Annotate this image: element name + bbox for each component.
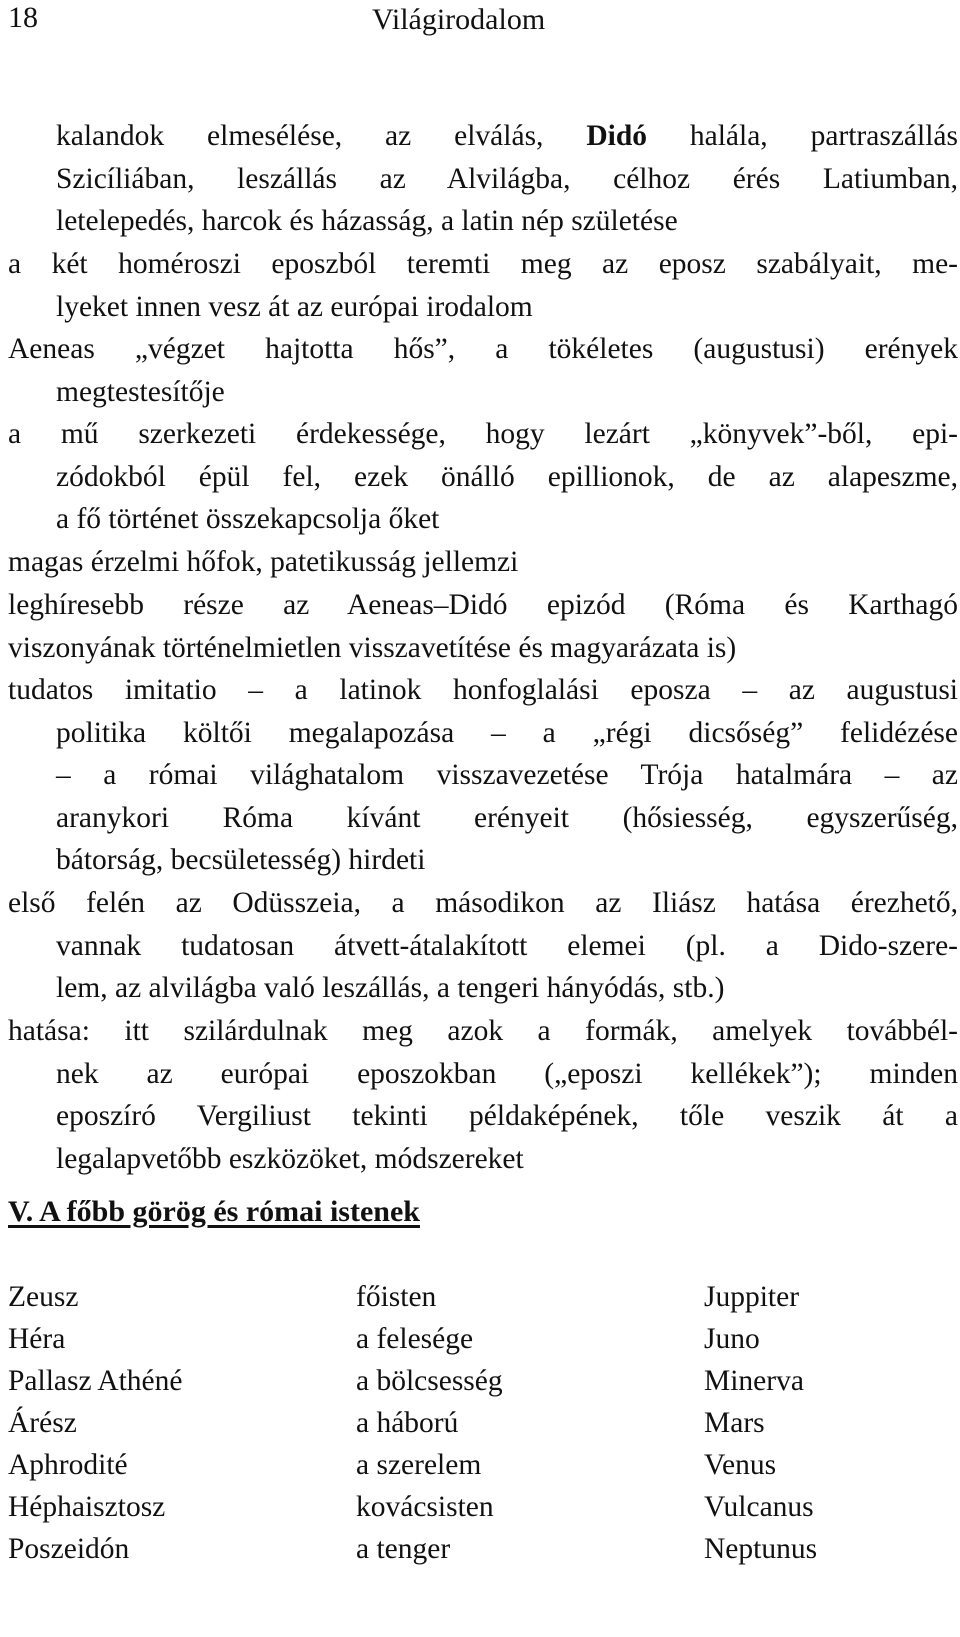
paragraph-line: lyeket innen vesz át az európai irodalom xyxy=(56,290,533,323)
god-domain: kovácsisten xyxy=(356,1491,494,1523)
line-text: halála, partraszállás xyxy=(646,120,958,152)
paragraph-line: letelepedés, harcok és házasság, a latin nép születése xyxy=(56,205,678,238)
paragraph-line: eposzíró Vergiliust tekinti példaképének, tőle veszik át a xyxy=(56,1100,958,1133)
roman-god-name: Venus xyxy=(704,1449,777,1481)
paragraph-line: bátorság, becsületesség) hirdeti xyxy=(56,844,426,877)
god-domain: a tenger xyxy=(356,1533,451,1565)
paragraph-line: tudatos imitatio – a latinok honfoglalási eposza – az augustusi xyxy=(8,674,958,706)
greek-god-name: Zeusz xyxy=(8,1281,79,1313)
section-heading: V. A főbb görög és római istenek xyxy=(8,1195,420,1228)
paragraph-line: hatása: itt szilárdulnak meg azok a formák, amelyek továbbél- xyxy=(8,1015,958,1047)
roman-god-name: Vulcanus xyxy=(704,1491,814,1523)
god-domain: főisten xyxy=(356,1281,437,1313)
paragraph-imitatio xyxy=(8,669,958,882)
paragraph-line: Szicíliában, leszállás az Alvilágba, célhoz érés Latiumban, xyxy=(56,162,958,195)
table-row xyxy=(8,1528,958,1570)
paragraph-line: politika költői megalapozása – a „régi dicsőség” felidézése xyxy=(56,716,958,749)
paragraph-line: Aeneas „végzet hajtotta hős”, a tökéletes (augustusi) erények xyxy=(8,333,958,365)
greek-god-name: Poszeidón xyxy=(8,1533,130,1565)
paragraph-line: megtestesítője xyxy=(56,375,225,408)
paragraph-aeneas-hero xyxy=(8,328,958,413)
table-row xyxy=(8,1402,958,1444)
god-domain: a felesége xyxy=(356,1323,474,1355)
paragraph-line: viszonyának történelmietlen visszavetítése és magyarázata is) xyxy=(8,631,737,664)
table-row xyxy=(8,1360,958,1402)
paragraph-line: leghíresebb része az Aeneas–Didó epizód (Róma és Karthagó xyxy=(8,589,958,621)
paragraph-homeric-influence xyxy=(8,882,958,1010)
paragraph-line: – a római világhatalom visszavezetése Trója hatalmára – az xyxy=(56,759,958,792)
greek-god-name: Aphrodité xyxy=(8,1449,128,1481)
greek-god-name: Héra xyxy=(8,1323,66,1355)
roman-god-name: Juno xyxy=(704,1323,760,1355)
table-row xyxy=(8,1444,958,1486)
paragraph-line: aranykori Róma kívánt erényeit (hősiesség, egyszerűség, xyxy=(56,801,958,834)
gods-table xyxy=(8,1276,958,1570)
table-row xyxy=(8,1486,958,1528)
paragraph-line: zódokból épül fel, ezek önálló epillionok, de az alapeszme, xyxy=(56,460,958,493)
paragraph-homeric-model xyxy=(8,243,958,328)
line-text: kalandok elmesélése, az elválás, xyxy=(56,120,587,152)
greek-god-name: Pallasz Athéné xyxy=(8,1365,183,1397)
paragraph-line: legalapvetőbb eszközöket, módszereket xyxy=(56,1142,524,1175)
paragraph-dido-adventures xyxy=(8,115,958,243)
roman-god-name: Neptunus xyxy=(704,1533,818,1565)
paragraph-line: magas érzelmi hőfok, patetikusság jellemzi xyxy=(8,546,519,578)
paragraph-line: a mű szerkezeti érdekessége, hogy lezárt „könyvek”-ből, epi- xyxy=(8,418,958,450)
roman-god-name: Mars xyxy=(704,1407,765,1439)
paragraph-line: vannak tudatosan átvett-átalakított elemei (pl. a Dido-szere- xyxy=(56,929,958,962)
paragraph-line: a két homéroszi eposzból teremti meg az eposz szabályait, me- xyxy=(8,248,958,280)
god-domain: a bölcsesség xyxy=(356,1365,503,1397)
bold-name: Didó xyxy=(586,120,647,152)
god-domain: a szerelem xyxy=(356,1449,482,1481)
page-number: 18 xyxy=(8,1,38,34)
table-row xyxy=(8,1318,958,1360)
god-domain: a háború xyxy=(356,1407,459,1439)
paragraph-famous-episode xyxy=(8,584,958,669)
paragraph-line: a fő történet összekapcsolja őket xyxy=(56,503,440,536)
greek-god-name: Árész xyxy=(8,1407,77,1439)
roman-god-name: Minerva xyxy=(704,1365,804,1397)
paragraph-emotion xyxy=(8,541,958,584)
table-row xyxy=(8,1276,958,1318)
paragraph-line: lem, az alvilágba való leszállás, a tengeri hányódás, stb.) xyxy=(56,972,725,1005)
paragraph-legacy xyxy=(8,1010,958,1180)
running-head: Világirodalom xyxy=(372,3,546,36)
paragraph-line: nek az európai eposzokban („eposzi kellékek”); minden xyxy=(56,1057,958,1090)
paragraph-line: első felén az Odüsszeia, a másodikon az Iliász hatása érezhető, xyxy=(8,887,958,919)
roman-god-name: Juppiter xyxy=(704,1281,800,1313)
paragraph-line xyxy=(8,115,958,158)
paragraph-structure xyxy=(8,413,958,541)
greek-god-name: Héphaisztosz xyxy=(8,1491,166,1523)
